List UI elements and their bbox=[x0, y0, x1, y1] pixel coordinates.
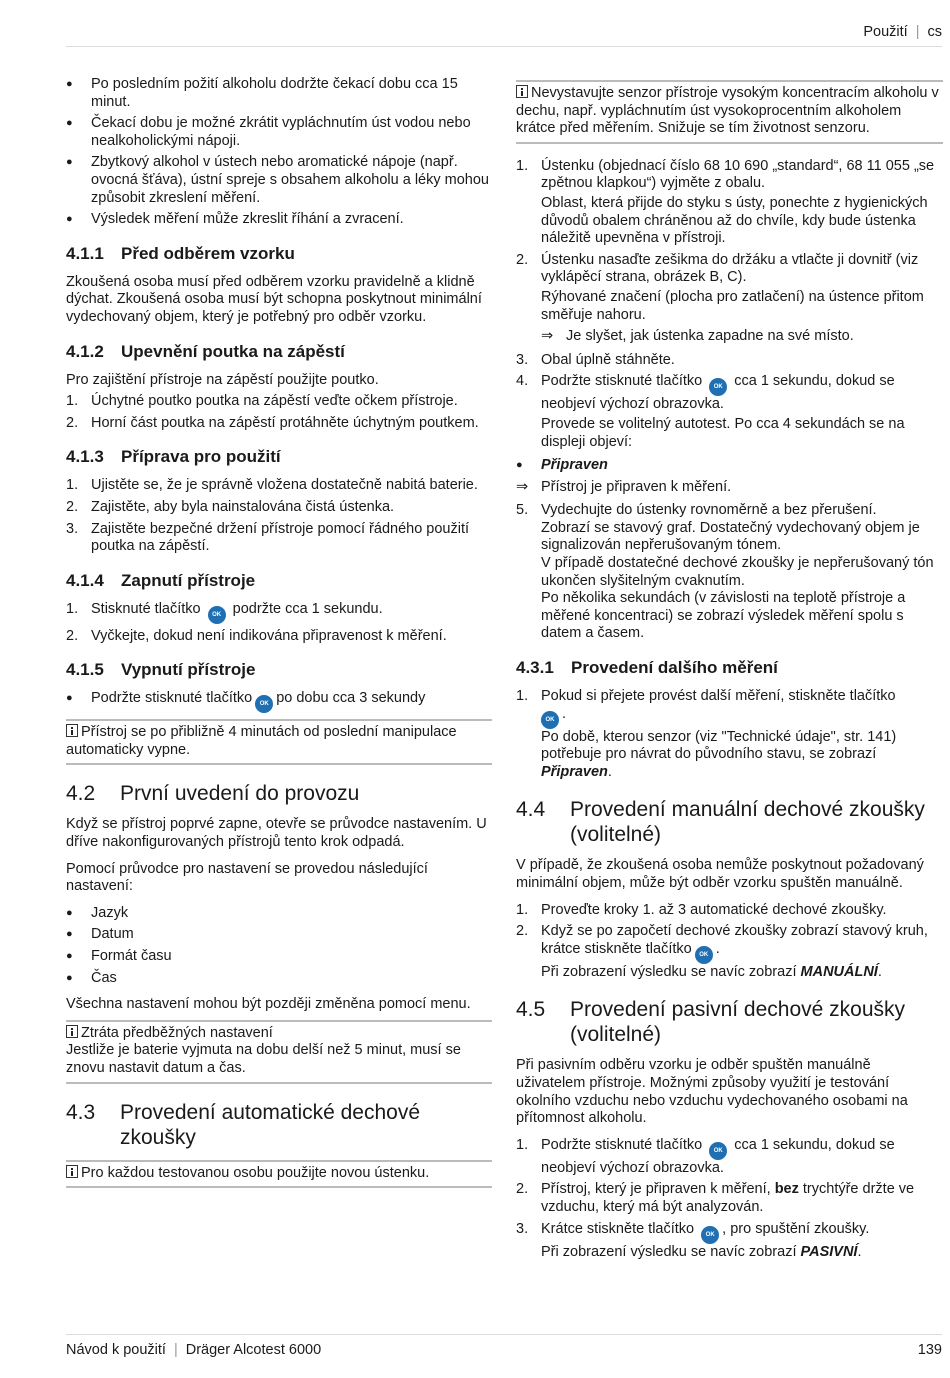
section-title: Upevnění poutka na zápěstí bbox=[121, 341, 345, 361]
step-text: Vyčkejte, dokud není indikována připravenost k měření. bbox=[91, 627, 447, 644]
info-note bbox=[66, 1020, 492, 1084]
step-text: Podržte stisknuté tlačítko bbox=[541, 1136, 703, 1153]
paragraph: Pomocí průvodce pro nastavení se provedou následující nastavení: bbox=[66, 860, 428, 895]
result-arrow-icon: ⇒ bbox=[541, 328, 554, 345]
bullet-list bbox=[66, 690, 492, 713]
paragraph: Zkoušená osoba musí před odběrem vzorku pravidelně a klidně dýchat. Zkoušená osoba musí být schopna poskytnout minimální vydechovaný objem, který je potřebný pro odběr vzorku. bbox=[66, 273, 482, 325]
page-footer bbox=[66, 1342, 942, 1360]
step-detail: . bbox=[877, 963, 882, 980]
page-header bbox=[863, 24, 942, 42]
step-text: cca 1 sekundu, dokud se neobjeví výchozí obrazovka. bbox=[541, 373, 895, 413]
page-number: 139 bbox=[917, 1342, 942, 1358]
note-title: Ztráta předběžných nastavení bbox=[81, 1024, 273, 1041]
note-text: Přístroj se po přibližně 4 minutách od poslední manipulace automaticky vypne. bbox=[66, 724, 457, 758]
note-text: Jestliže je baterie vyjmuta na dobu delší než 5 minut, musí se znovu nastavit datum a čas. bbox=[66, 1042, 461, 1076]
section-number: 4.1.3 bbox=[66, 447, 104, 467]
note-text: Pro každou testovanou osobu použijte novou ústenku. bbox=[81, 1164, 430, 1181]
bullet-list bbox=[516, 457, 943, 475]
info-note bbox=[516, 80, 943, 144]
section-title: Zapnutí přístroje bbox=[121, 570, 256, 590]
step-number: 1. bbox=[516, 157, 529, 174]
section-title: Provedení manuální dechové zkoušky (volitelné) bbox=[570, 798, 925, 847]
list-item bbox=[66, 499, 492, 517]
numbered-list bbox=[516, 158, 943, 643]
numbered-list bbox=[516, 688, 943, 781]
step-text: Zajistěte, aby byla nainstalována čistá ústenka. bbox=[91, 498, 395, 515]
step-number: 1. bbox=[66, 393, 79, 410]
step-text: podržte cca 1 sekundu. bbox=[232, 600, 383, 617]
section-title: První uvedení do provozu bbox=[120, 782, 360, 806]
step-detail: Po době, kterou senzor (viz "Technické údaje", str. 141) potřebuje pro návrat do původního stavu, se zobrazí bbox=[541, 728, 897, 763]
step-number: 2. bbox=[66, 414, 79, 431]
section-heading-4-5 bbox=[516, 997, 943, 1047]
step-result bbox=[516, 479, 943, 497]
step-text: trychtýře držte ve vzduchu, který má být analyzován. bbox=[541, 1181, 915, 1215]
ok-button-icon: OK bbox=[208, 606, 226, 624]
section-number: 4.4 bbox=[516, 798, 546, 822]
display-text: Připraven bbox=[541, 763, 608, 780]
step-number: 1. bbox=[516, 901, 529, 918]
numbered-list bbox=[66, 601, 492, 646]
info-icon bbox=[66, 1165, 78, 1178]
step-text: Pokud si přejete provést další měření, stiskněte tlačítko bbox=[541, 688, 896, 705]
list-item bbox=[516, 1181, 943, 1216]
step-number: 2. bbox=[516, 1181, 529, 1198]
step-text: Krátce stiskněte tlačítko bbox=[541, 1220, 695, 1237]
list-item bbox=[516, 158, 943, 248]
list-item bbox=[516, 1221, 943, 1262]
ok-button-icon: OK bbox=[255, 695, 273, 713]
step-text: Vydechujte do ústenky rovnoměrně a bez přerušení. bbox=[541, 502, 877, 519]
section-heading-4-1-2 bbox=[66, 341, 492, 362]
step-detail: . bbox=[857, 1243, 862, 1260]
section-title: Vypnutí přístroje bbox=[121, 660, 256, 680]
step-text: Ústenku (objednací číslo 68 10 690 „standard“, 68 11 055 „se zpětnou klapkou“) vyjměte z obalu. bbox=[541, 157, 935, 192]
step-text: Zajistěte bezpečné držení přístroje pomocí řádného použití poutka na zápěstí. bbox=[91, 520, 470, 555]
info-note bbox=[66, 719, 492, 765]
step-number: 2. bbox=[66, 498, 79, 515]
list-item: ● Čekací dobu je možné zkrátit vypláchnutím úst vodou nebo nealkoholickými nápoji. bbox=[66, 115, 492, 150]
section-heading-4-3 bbox=[66, 1100, 492, 1150]
list-item bbox=[66, 393, 492, 411]
step-text: . bbox=[562, 705, 567, 722]
list-item bbox=[516, 902, 943, 920]
section-heading-4-1-1 bbox=[66, 243, 492, 264]
step-number: 2. bbox=[516, 923, 529, 940]
step-number: 1. bbox=[516, 688, 529, 705]
paragraph: Všechna nastavení mohou být později změněna pomocí menu. bbox=[66, 996, 471, 1013]
list-item bbox=[516, 688, 943, 781]
list-item bbox=[66, 521, 492, 556]
step-number: 1. bbox=[66, 600, 79, 617]
step-text: Když se po započetí dechové zkoušky zobrazí stavový kruh, krátce stiskněte tlačítko bbox=[541, 923, 928, 957]
list-item bbox=[66, 690, 492, 713]
list-item: ● Jazyk bbox=[66, 905, 492, 923]
display-text: MANUÁLNÍ bbox=[800, 963, 878, 980]
step-number: 3. bbox=[66, 520, 79, 537]
list-item bbox=[516, 352, 943, 370]
bullet-text: po dobu cca 3 sekundy bbox=[276, 690, 426, 707]
numbered-list bbox=[66, 477, 492, 555]
section-number: 4.3 bbox=[66, 1100, 96, 1124]
section-title: Příprava pro použití bbox=[121, 447, 281, 467]
bullet-list bbox=[66, 76, 492, 229]
section-number: 4.2 bbox=[66, 782, 96, 806]
ok-button-icon: OK bbox=[695, 946, 713, 964]
info-icon bbox=[66, 1025, 78, 1038]
step-result bbox=[541, 328, 943, 346]
step-number: 1. bbox=[66, 477, 79, 494]
info-icon bbox=[516, 85, 528, 98]
paragraph: Při pasivním odběru vzorku je odběr spuštěn manuálně uživatelem přístroje. Možnými způsoby využití je testování okolního vzduchu nebo vzduchu vydechovaného osobami na přítomnost alkoholu. bbox=[516, 1057, 908, 1127]
section-heading-4-1-5 bbox=[66, 659, 492, 680]
left-column bbox=[66, 76, 492, 1202]
ok-button-icon: OK bbox=[709, 1142, 727, 1160]
ok-button-icon: OK bbox=[541, 711, 559, 729]
step-number: 2. bbox=[516, 251, 529, 268]
section-number: 4.1.2 bbox=[66, 341, 104, 361]
list-item bbox=[516, 1137, 943, 1178]
list-item bbox=[516, 252, 943, 346]
paragraph: Když se přístroj poprvé zapne, otevře se průvodce nastavením. U dříve nakonfigurovaných přístrojů tento krok odpadá. bbox=[66, 816, 487, 851]
footer-rule bbox=[66, 1334, 942, 1335]
result-arrow-icon: ⇒ bbox=[516, 478, 529, 495]
step-number: 1. bbox=[516, 1136, 529, 1153]
step-text: Proveďte kroky 1. až 3 automatické dechové zkoušky. bbox=[541, 901, 887, 918]
footer-separator: | bbox=[173, 1342, 178, 1358]
list-item bbox=[516, 923, 943, 981]
list-item bbox=[66, 415, 492, 433]
step-number: 5. bbox=[516, 502, 529, 519]
step-text: Obal úplně stáhněte. bbox=[541, 351, 675, 368]
list-item bbox=[516, 373, 943, 496]
numbered-list bbox=[516, 902, 943, 982]
step-detail: Při zobrazení výsledku se navíc zobrazí bbox=[541, 1243, 797, 1260]
step-text: Ujistěte se, že je správně vložena dostatečně nabitá baterie. bbox=[91, 477, 478, 494]
header-rule bbox=[66, 46, 942, 47]
footer-document: Návod k použití bbox=[66, 1342, 166, 1358]
list-item: ● Výsledek měření může zkreslit říhání a zvracení. bbox=[66, 211, 492, 229]
step-text: Úchytné poutko poutka na zápěstí veďte očkem přístroje. bbox=[91, 393, 458, 410]
step-detail: Oblast, která přijde do styku s ústy, ponechte z hygienických důvodů obalem chráněnou až do chvíle, kdy bude ústenka náležitě upevněna v přístroji. bbox=[541, 194, 928, 247]
section-number: 4.1.1 bbox=[66, 243, 104, 263]
numbered-list bbox=[516, 1137, 943, 1261]
step-detail: Provede se volitelný autotest. Po cca 4 sekundách se na displeji objeví: bbox=[541, 415, 905, 450]
step-number: 4. bbox=[516, 373, 529, 390]
ok-button-icon: OK bbox=[701, 1226, 719, 1244]
section-heading-4-3-1 bbox=[516, 657, 943, 678]
section-number: 4.1.4 bbox=[66, 570, 104, 590]
step-detail: . bbox=[607, 763, 612, 780]
list-item bbox=[66, 477, 492, 495]
step-text: Přístroj, který je připraven k měření, bbox=[541, 1181, 771, 1198]
section-number: 4.1.5 bbox=[66, 660, 104, 680]
header-section: Použití bbox=[863, 24, 908, 40]
step-text: . bbox=[715, 940, 720, 957]
step-text: Stisknuté tlačítko bbox=[91, 600, 201, 617]
step-text: Horní část poutka na zápěstí protáhněte úchytným poutkem. bbox=[91, 414, 479, 431]
section-title: Provedení pasivní dechové zkoušky (volitelné) bbox=[570, 998, 906, 1047]
section-heading-4-4 bbox=[516, 797, 943, 847]
list-item: ● Po posledním požití alkoholu dodržte čekací dobu cca 15 minut. bbox=[66, 76, 492, 111]
list-item: ● Zbytkový alkohol v ústech nebo aromatické nápoje (např. ovocná šťáva), ústní spreje s obsahem alkoholu a léky mohou způsobit zkreslení měření. bbox=[66, 154, 492, 207]
list-item bbox=[66, 601, 492, 624]
paragraph: Pro zajištění přístroje na zápěstí použijte poutko. bbox=[66, 371, 379, 388]
step-detail: Zobrazí se stavový graf. Dostatečný vydechovaný objem je signalizován nepřerušovaným tónem. bbox=[541, 519, 920, 554]
list-item: ● Připraven bbox=[516, 457, 943, 475]
right-column bbox=[516, 80, 943, 1270]
step-detail: Při zobrazení výsledku se navíc zobrazí bbox=[541, 963, 797, 980]
info-icon bbox=[66, 724, 78, 737]
section-number: 4.5 bbox=[516, 998, 546, 1022]
display-text: PASIVNÍ bbox=[800, 1243, 858, 1260]
step-text: cca 1 sekundu, dokud se neobjeví výchozí obrazovka. bbox=[541, 1136, 895, 1176]
bullet-text: Podržte stisknuté tlačítko bbox=[91, 690, 253, 707]
note-text: Nevystavujte senzor přístroje vysokým koncentracím alkoholu v dechu, např. vypláchnutím úst vysokoprocentním alkoholem krátce před měřením. Snižuje se tím životnost senzoru. bbox=[516, 85, 939, 137]
step-text: Podržte stisknuté tlačítko bbox=[541, 373, 703, 390]
header-language: cs bbox=[927, 24, 942, 40]
result-text: Přístroj je připraven k měření. bbox=[541, 478, 732, 495]
bullet-list bbox=[66, 905, 492, 987]
step-detail: V případě dostatečné dechové zkoušky je nepřerušovaný tón ukončen slyšitelným cvaknutím. bbox=[541, 555, 934, 589]
ok-button-icon: OK bbox=[709, 378, 727, 396]
section-title: Provedení automatické dechové zkoušky bbox=[120, 1100, 421, 1149]
list-item bbox=[66, 628, 492, 646]
section-number: 4.3.1 bbox=[516, 658, 554, 678]
header-separator: | bbox=[915, 24, 920, 40]
list-item: ● Formát času bbox=[66, 948, 492, 966]
result-text: Je slyšet, jak ústenka zapadne na své místo. bbox=[566, 328, 854, 345]
step-detail: Po několika sekundách (v závislosti na teplotě přístroje a měřené koncentraci) se zobrazí výsledek měření spolu s datem a časem. bbox=[541, 590, 906, 642]
step-number: 3. bbox=[516, 1220, 529, 1237]
section-heading-4-1-4 bbox=[66, 570, 492, 591]
footer-product: Dräger Alcotest 6000 bbox=[185, 1342, 322, 1358]
step-number: 3. bbox=[516, 351, 529, 368]
step-detail: Rýhované značení (plocha pro zatlačení) na ústence přitom směřuje nahoru. bbox=[541, 288, 924, 323]
list-item bbox=[516, 502, 943, 643]
section-title: Provedení dalšího měření bbox=[571, 658, 778, 678]
numbered-list bbox=[66, 393, 492, 432]
step-number: 2. bbox=[66, 627, 79, 644]
step-text: , pro spuštění zkoušky. bbox=[722, 1220, 870, 1237]
step-text: Ústenku nasaďte zešikma do držáku a vtlačte ji dovnitř (viz vyklápěcí strana, obrázek B, C). bbox=[541, 251, 919, 286]
list-item: ● Datum bbox=[66, 926, 492, 944]
section-title: Před odběrem vzorku bbox=[121, 243, 295, 263]
list-item: ● Čas bbox=[66, 970, 492, 988]
paragraph: V případě, že zkoušená osoba nemůže poskytnout požadovaný minimální objem, může být odběr vzorku spuštěn manuálně. bbox=[516, 857, 924, 891]
emphasis-text: bez bbox=[774, 1181, 799, 1198]
section-heading-4-2 bbox=[66, 781, 492, 806]
section-heading-4-1-3 bbox=[66, 446, 492, 467]
info-note bbox=[66, 1160, 492, 1189]
